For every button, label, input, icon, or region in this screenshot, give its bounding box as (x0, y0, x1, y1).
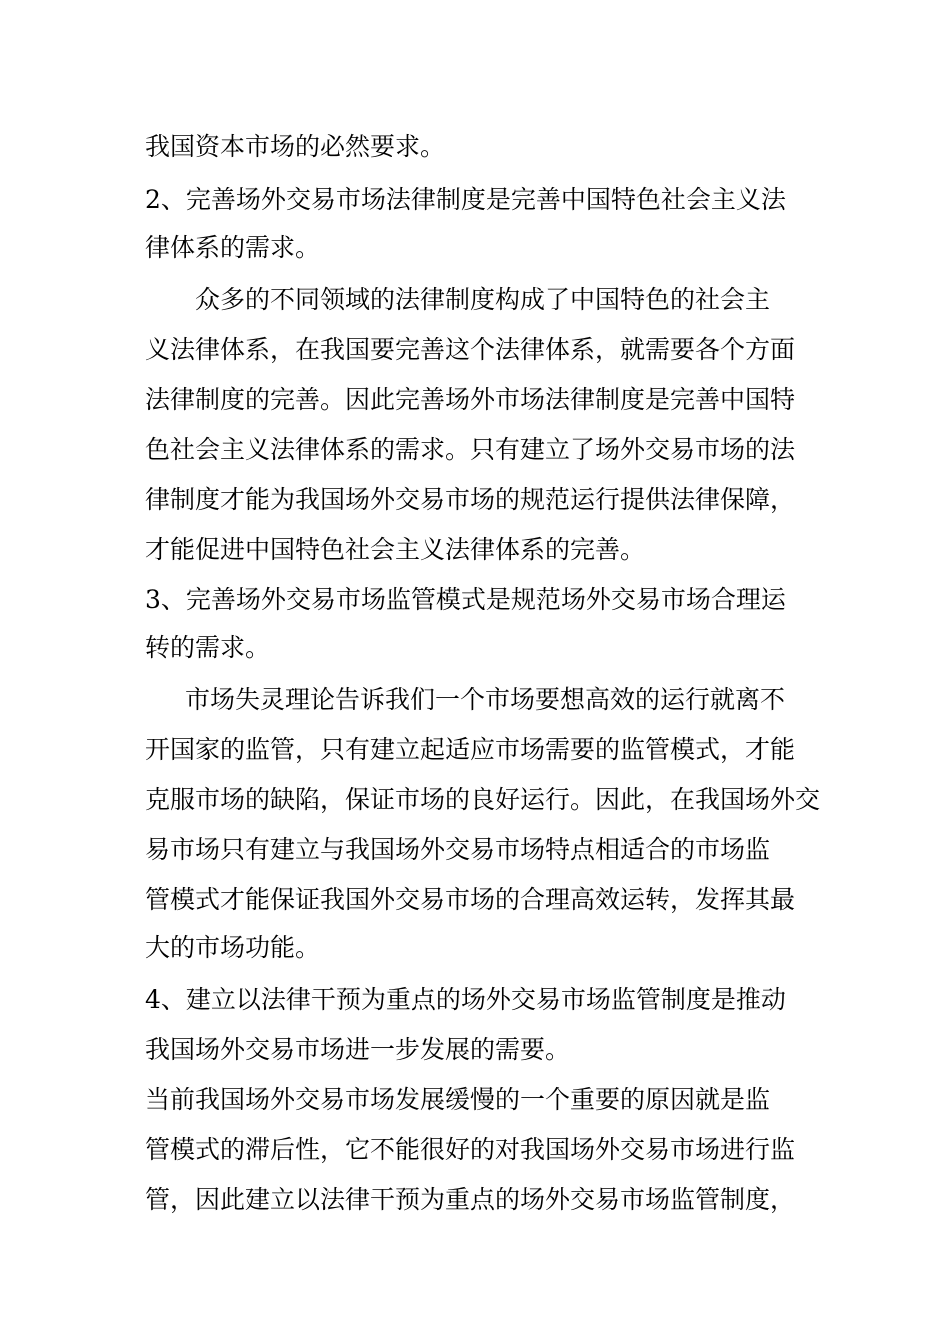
text-line: 大的市场功能。 (145, 933, 321, 962)
text-line: 开国家的监管，只有建立起适应市场需要的监管模式，才能 (145, 735, 796, 764)
paragraph-first-line: 市场失灵理论告诉我们一个市场要想高效的运行就离不 (185, 685, 786, 714)
text-line: 我国资本市场的必然要求。 (145, 132, 446, 161)
text-line: 律制度才能为我国场外交易市场的规范运行提供法律保障， (145, 485, 796, 514)
text-line: 易市场只有建立与我国场外交易市场特点相适合的市场监 (145, 835, 771, 864)
text-line: 转的需求。 (145, 633, 271, 662)
text-line: 克服市场的缺陷，保证市场的良好运行。因此，在我国场外交 (145, 785, 821, 814)
text-line: 律体系的需求。 (145, 233, 321, 262)
text-line: 法律制度的完善。因此完善场外市场法律制度是完善中国特 (145, 385, 796, 414)
text-line: 管模式才能保证我国外交易市场的合理高效运转，发挥其最 (145, 885, 796, 914)
text-line: 我国场外交易市场进一步发展的需要。 (145, 1035, 571, 1064)
text-line: 色社会主义法律体系的需求。只有建立了场外交易市场的法 (145, 435, 796, 464)
section-heading-4: 4、建立以法律干预为重点的场外交易市场监管制度是推动 (145, 985, 786, 1014)
paragraph-first-line: 当前我国场外交易市场发展缓慢的一个重要的原因就是监 (145, 1085, 771, 1114)
text-line: 管，因此建立以法律干预为重点的场外交易市场监管制度， (145, 1185, 796, 1214)
section-heading-2: 2、完善场外交易市场法律制度是完善中国特色社会主义法 (145, 185, 786, 214)
paragraph-first-line: 众多的不同领域的法律制度构成了中国特色的社会主 (195, 285, 771, 314)
text-line: 义法律体系，在我国要完善这个法律体系，就需要各个方面 (145, 335, 796, 364)
section-heading-3: 3、完善场外交易市场监管模式是规范场外交易市场合理运 (145, 585, 786, 614)
text-line: 管模式的滞后性，它不能很好的对我国场外交易市场进行监 (145, 1135, 796, 1164)
text-line: 才能促进中国特色社会主义法律体系的完善。 (145, 535, 646, 564)
